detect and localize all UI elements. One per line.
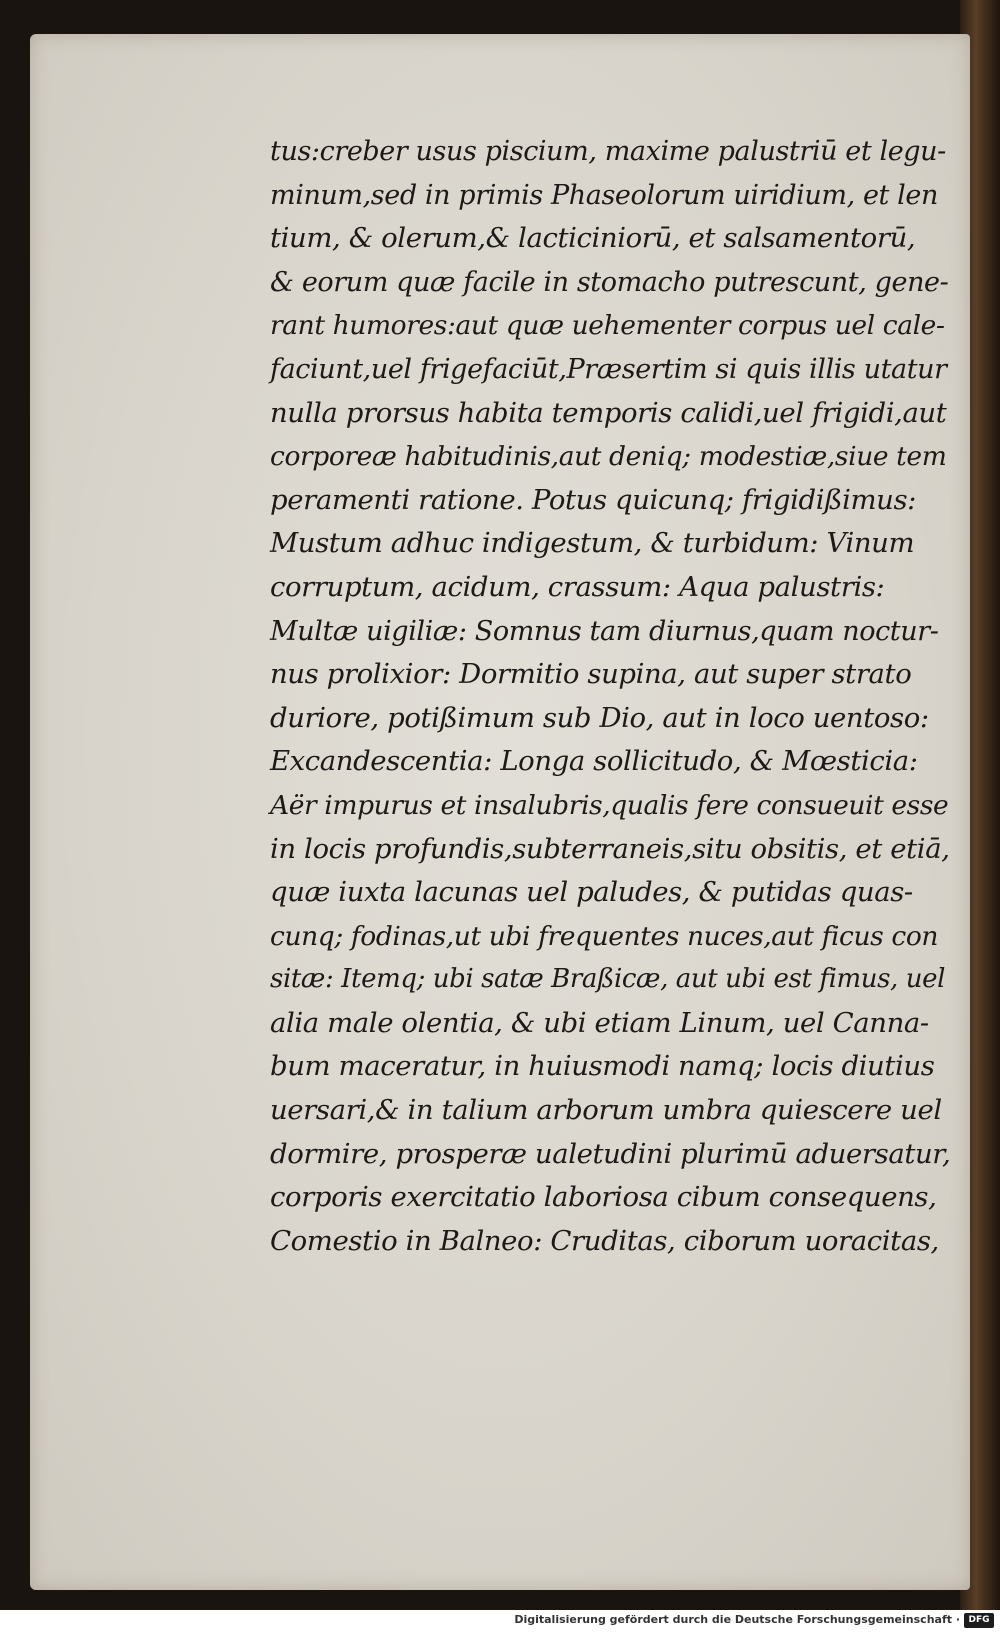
text-line: Aër impurus et insalubris,qualis fere consueuit esse [270,789,949,821]
text-line: Multæ uigiliæ: Somnus tam diurnus,quam noctur- [270,615,939,647]
text-line: uersari,& in talium arborum umbra quiescere uel [270,1094,942,1127]
text-line: tus:creber usus piscium, maxime palustriū et legu- [270,136,946,167]
text-line: rant humores:aut quæ uehementer corpus uel cale- [270,310,945,342]
text-line: cunq; fodinas,ut ubi frequentes nuces,aut ficus con [270,920,939,952]
text-line: peramenti ratione. Potus quicunq; frigidißimus: [270,483,917,516]
text-line: faciunt,uel frigefaciūt,Præsertim si quis illis utatur [270,353,947,385]
book-page [30,34,970,1590]
text-line: Mustum adhuc indigestum, & turbidum: Vinum [270,527,915,560]
text-line: Comestio in Balneo: Cruditas, ciborum uoracitas, [270,1224,939,1257]
text-line: corporeæ habitudinis,aut deniq; modestiæ,siue tem [270,441,947,473]
text-line: corporis exercitatio laboriosa cibum consequens, [270,1181,937,1214]
dfg-logo: DFG [964,1613,994,1628]
text-line: quæ iuxta lacunas uel paludes, & putidas quas- [270,876,913,909]
text-line: corruptum, acidum, crassum: Aqua palustris: [270,570,885,603]
funding-credit: Digitalisierung gefördert durch die Deutsche Forschungsgemeinschaft · [514,1613,960,1626]
text-line: in locis profundis,subterraneis,situ obsitis, et etiā, [270,832,950,865]
page-text [270,130,950,1263]
text-line: & eorum quæ facile in stomacho putrescunt, gene- [270,266,949,298]
text-line: nulla prorsus habita temporis calidi,uel frigidi,aut [270,396,947,429]
text-line: dormire, prosperæ ualetudini plurimū aduersatur, [270,1137,951,1170]
text-line: sitæ: Itemq; ubi satæ Braßicæ, aut ubi est fimus, uel [270,964,946,995]
text-line: duriore, potißimum sub Dio, aut in loco uentoso: [270,701,929,734]
footer-bar [0,1610,1000,1632]
text-line: bum maceratur, in huiusmodi namq; locis diutius [270,1050,935,1083]
text-line: tium, & olerum,& lacticiniorū, et salsamentorū, [270,222,916,255]
text-line: alia male olentia, & ubi etiam Linum, uel Canna- [270,1006,929,1039]
text-line: nus prolixior: Dormitio supina, aut super strato [270,658,912,691]
text-line: Excandescentia: Longa sollicitudo, & Mœsticia: [270,745,918,778]
text-line: minum,sed in primis Phaseolorum uiridium, et len [270,179,938,211]
